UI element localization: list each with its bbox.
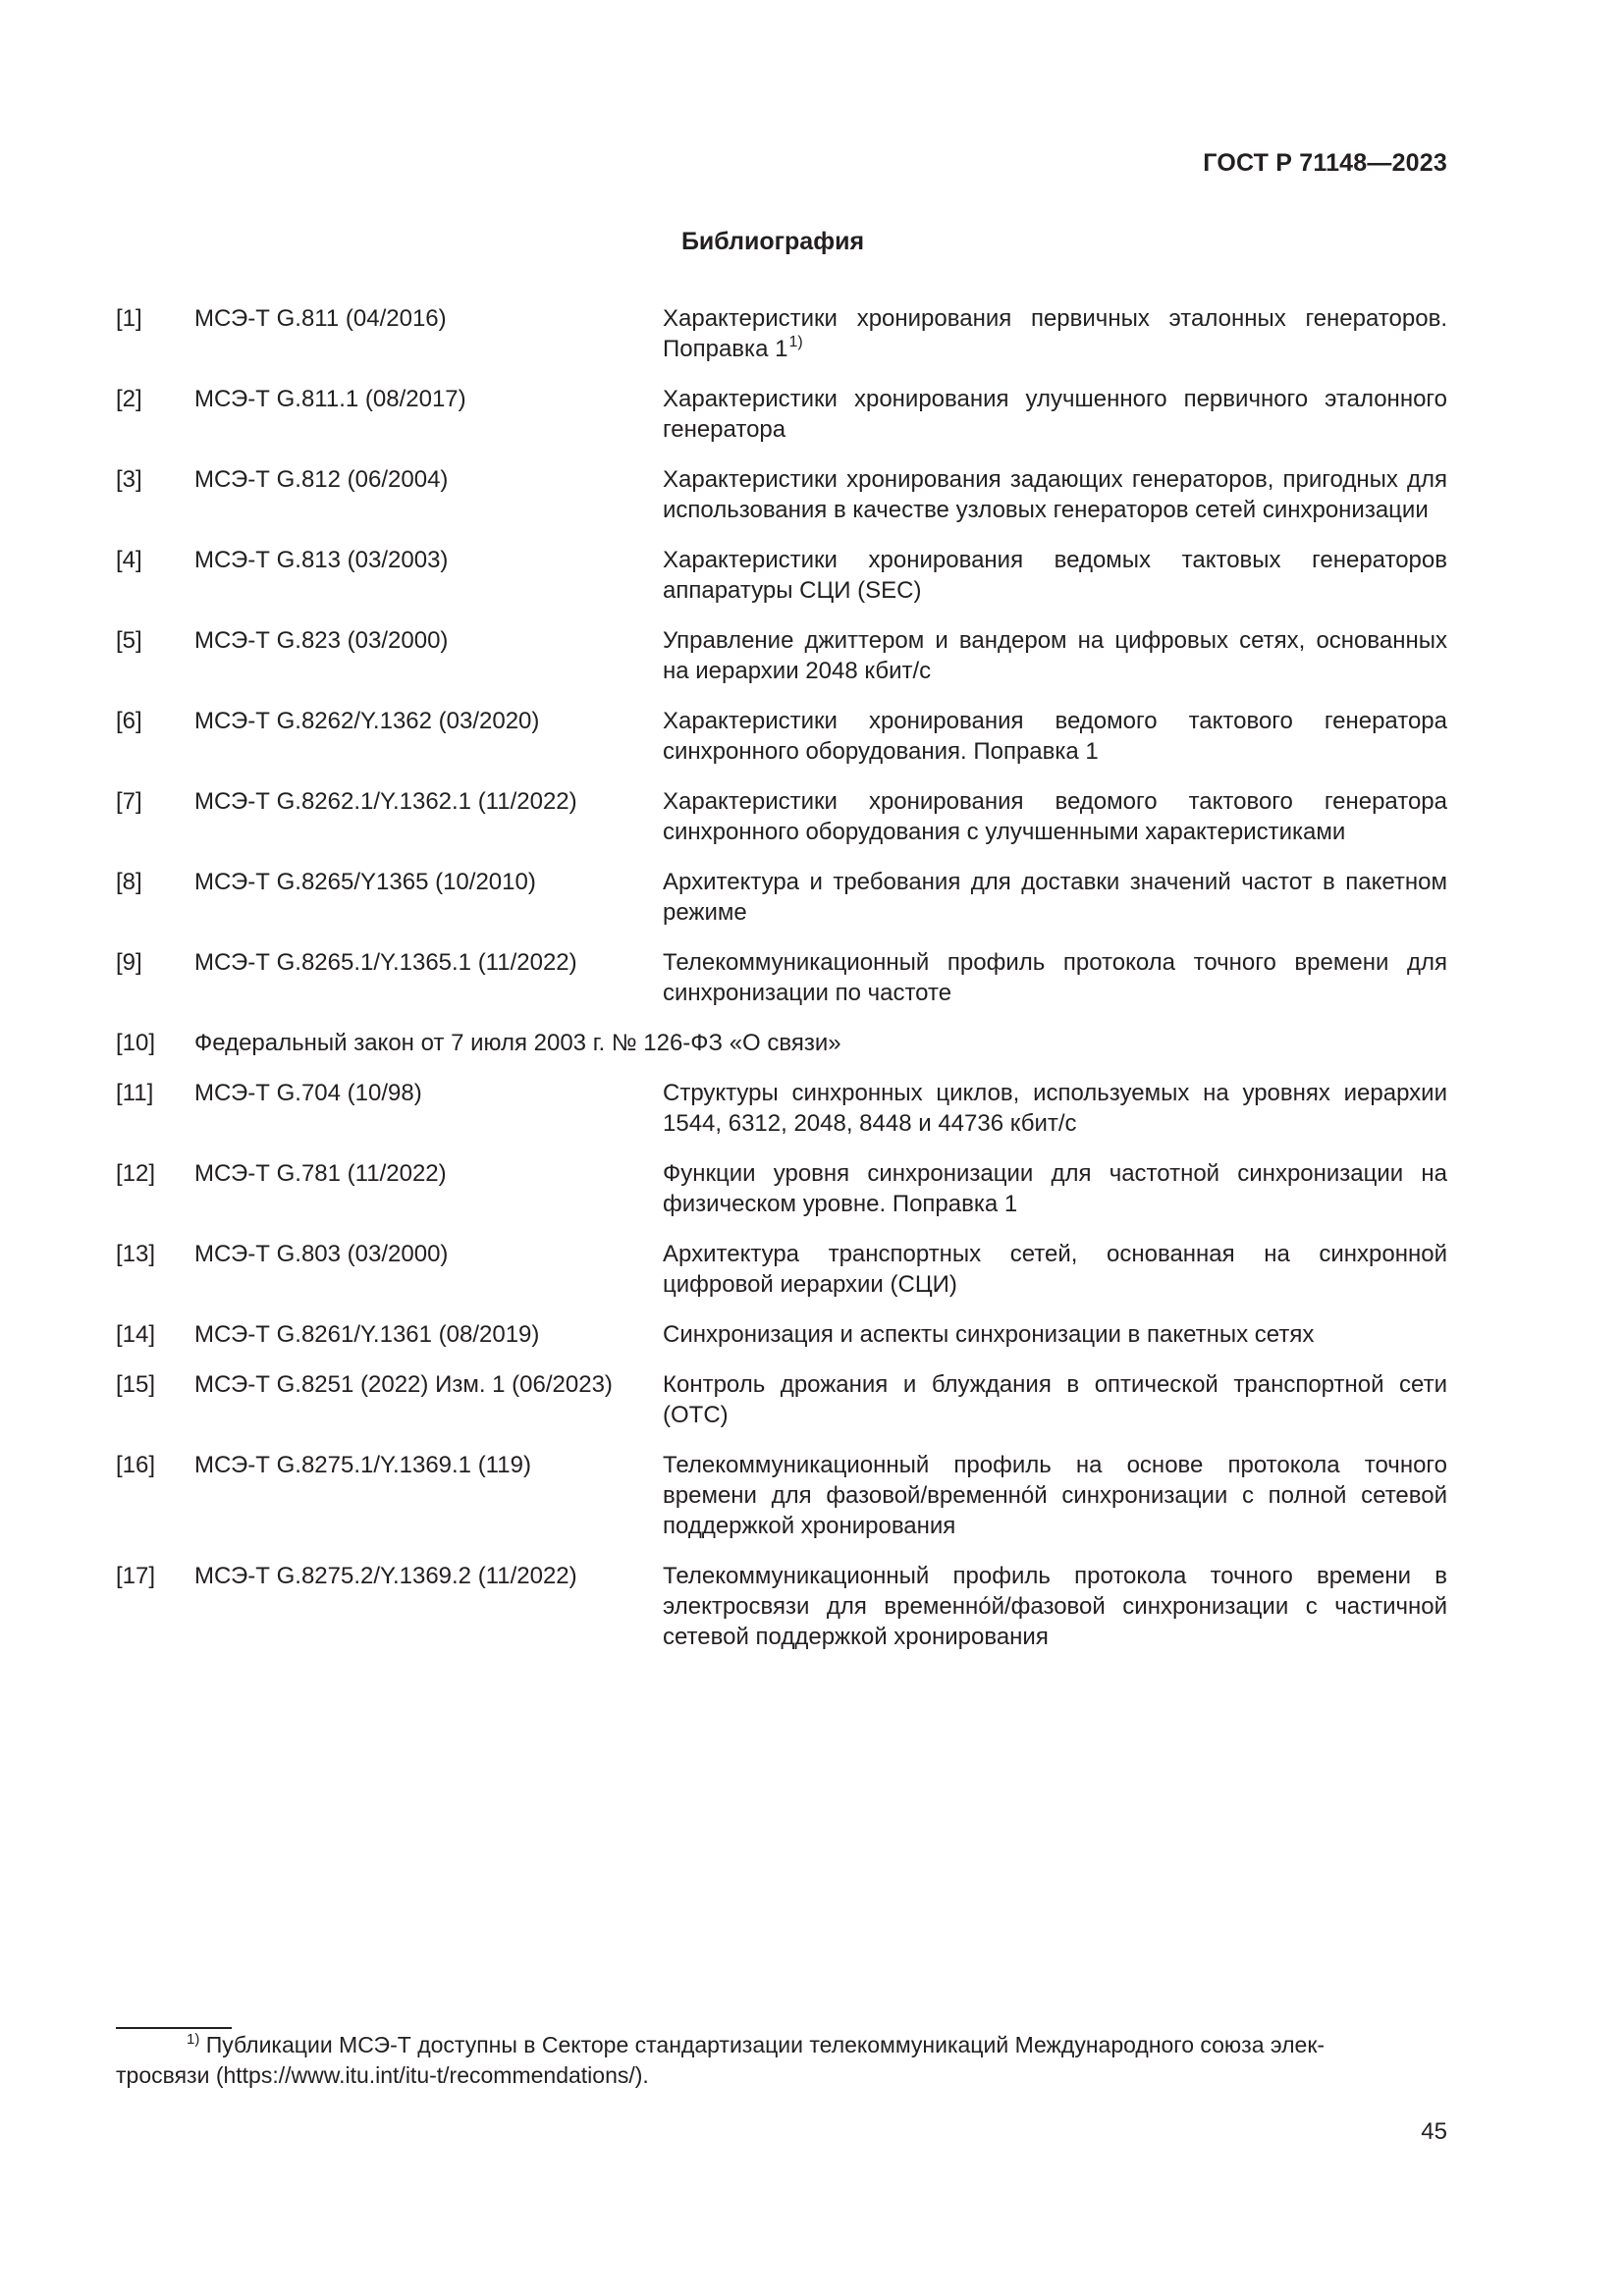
- bibliography-entry: [116, 303, 1447, 364]
- entry-description: [663, 384, 1447, 445]
- footnote: [116, 2030, 1447, 2091]
- entry-number: [5]: [116, 627, 142, 654]
- entry-description: [663, 1561, 1447, 1652]
- bibliography-entry: [116, 1561, 1447, 1652]
- entry-source: МСЭ-Т G.8265.1/Y.1365.1 (11/2022): [194, 949, 577, 976]
- entry-number: [15]: [116, 1371, 156, 1398]
- entry-description: [663, 1239, 1447, 1300]
- bibliography-entry: [116, 706, 1447, 767]
- entry-description-text: Контроль дрожания и блуждания в оптической транспортной сети (ОТС): [663, 1371, 1447, 1428]
- entry-source: МСЭ-Т G.813 (03/2003): [194, 547, 449, 573]
- entry-number: [17]: [116, 1563, 156, 1589]
- entry-number: [12]: [116, 1160, 156, 1187]
- entry-number: [10]: [116, 1030, 156, 1056]
- footnote-marker: 1): [187, 2031, 200, 2048]
- bibliography-entry: [116, 545, 1447, 606]
- entry-source: МСЭ-Т G.803 (03/2000): [194, 1241, 449, 1267]
- bibliography-entry: [116, 1369, 1447, 1430]
- entry-description: [663, 1078, 1447, 1139]
- entry-source: МСЭ-Т G.8262/Y.1362 (03/2020): [194, 708, 540, 734]
- entry-description-text: Управление джиттером и вандером на цифровых сетях, основанных на иерархии 2048 кбит/с: [663, 627, 1447, 684]
- entry-source: МСЭ-Т G.8261/Y.1361 (08/2019): [194, 1321, 540, 1348]
- entry-description-text: Характеристики хронирования ведомого тактового генератора синхронного оборудования с улучшенными характеристиками: [663, 788, 1447, 845]
- bibliography-entry: [116, 625, 1447, 686]
- bibliography-list: [116, 303, 1447, 1672]
- page-number: 45: [1421, 2118, 1447, 2145]
- entry-description: [663, 464, 1447, 525]
- bibliography-entry: [116, 867, 1447, 928]
- entry-number: [9]: [116, 949, 142, 976]
- entry-description: [663, 947, 1447, 1008]
- entry-description: [663, 1319, 1447, 1350]
- entry-source: МСЭ-Т G.8265/Y1365 (10/2010): [194, 869, 536, 895]
- footnote-text-continued: тросвязи (https://www.itu.int/itu-t/recommendations/).: [116, 2062, 649, 2088]
- page-title: Библиография: [680, 228, 865, 255]
- entry-description-text: Телекоммуникационный профиль протокола точного времени в электросвязи для временно́й/фазовой синхронизации с частичной сетевой поддержкой хронирования: [663, 1563, 1447, 1650]
- entry-source: МСЭ-Т G.704 (10/98): [194, 1080, 422, 1106]
- entry-description-text: Характеристики хронирования улучшенного первичного эталонного генератора: [663, 386, 1447, 443]
- entry-description: [663, 1158, 1447, 1219]
- entry-description: [663, 625, 1447, 686]
- entry-source: МСЭ-Т G.8262.1/Y.1362.1 (11/2022): [194, 788, 577, 815]
- entry-description: [663, 706, 1447, 767]
- entry-source: МСЭ-Т G.811 (04/2016): [194, 305, 447, 332]
- entry-description-text: Характеристики хронирования ведомых тактовых генераторов аппаратуры СЦИ (SEC): [663, 547, 1447, 604]
- entry-description-text: Функции уровня синхронизации для частотной синхронизации на физическом уровне. Поправка 1: [663, 1160, 1447, 1217]
- entry-description-text: Телекоммуникационный профиль на основе протокола точного времени для фазовой/временно́й синхронизации с полной сетевой поддержкой хронирования: [663, 1452, 1447, 1539]
- entry-source: Федеральный закон от 7 июля 2003 г. № 126-ФЗ «О связи»: [194, 1030, 841, 1056]
- bibliography-entry: [116, 464, 1447, 525]
- entry-source: МСЭ-Т G.8275.2/Y.1369.2 (11/2022): [194, 1563, 577, 1589]
- document-code: ГОСТ Р 71148—2023: [1203, 149, 1447, 177]
- entry-description: [663, 1450, 1447, 1541]
- entry-number: [11]: [116, 1080, 154, 1106]
- bibliography-entry: [116, 786, 1447, 847]
- entry-description-text: Структуры синхронных циклов, используемых на уровнях иерархии 1544, 6312, 2048, 8448 и 44736 кбит/с: [663, 1080, 1447, 1137]
- entry-source: МСЭ-Т G.812 (06/2004): [194, 466, 449, 493]
- entry-number: [2]: [116, 386, 142, 412]
- entry-number: [6]: [116, 708, 142, 734]
- bibliography-entry: [116, 1450, 1447, 1541]
- entry-number: [7]: [116, 788, 142, 815]
- entry-description: [663, 786, 1447, 847]
- entry-description-text: Телекоммуникационный профиль протокола точного времени для синхронизации по частоте: [663, 949, 1447, 1006]
- entry-description-text: Архитектура и требования для доставки значений частот в пакетном режиме: [663, 869, 1447, 926]
- entry-description: [663, 303, 1447, 364]
- entry-description: [663, 867, 1447, 928]
- entry-source: МСЭ-Т G.811.1 (08/2017): [194, 386, 466, 412]
- footnote-divider: [116, 2027, 232, 2029]
- footnote-reference: 1): [788, 334, 803, 350]
- entry-number: [16]: [116, 1452, 156, 1478]
- bibliography-entry: [116, 1239, 1447, 1300]
- entry-source: МСЭ-Т G.8275.1/Y.1369.1 (119): [194, 1452, 531, 1478]
- bibliography-entry: [116, 947, 1447, 1008]
- bibliography-entry: [116, 1028, 1447, 1058]
- footnote-text: Публикации МСЭ-Т доступны в Секторе стандартизации телекоммуникаций Международного союза элек-: [205, 2032, 1326, 2057]
- entry-number: [4]: [116, 547, 142, 573]
- entry-number: [1]: [116, 305, 142, 332]
- bibliography-entry: [116, 384, 1447, 445]
- bibliography-entry: [116, 1319, 1447, 1350]
- entry-number: [3]: [116, 466, 142, 493]
- entry-number: [8]: [116, 869, 142, 895]
- entry-description-text: Характеристики хронирования задающих генераторов, пригодных для использования в качестве узловых генераторов сетей синхронизации: [663, 466, 1447, 523]
- entry-source: МСЭ-Т G.781 (11/2022): [194, 1160, 447, 1187]
- bibliography-entry: [116, 1158, 1447, 1219]
- entry-source: МСЭ-Т G.823 (03/2000): [194, 627, 449, 654]
- entry-description-text: Характеристики хронирования первичных эталонных генераторов. Поправка 1: [663, 305, 1447, 362]
- entry-description: [663, 1369, 1447, 1430]
- entry-number: [13]: [116, 1241, 156, 1267]
- entry-description-text: Характеристики хронирования ведомого тактового генератора синхронного оборудования. Поправка 1: [663, 708, 1447, 765]
- entry-number: [14]: [116, 1321, 156, 1348]
- entry-source: МСЭ-Т G.8251 (2022) Изм. 1 (06/2023): [194, 1371, 613, 1398]
- entry-description: [663, 545, 1447, 606]
- bibliography-entry: [116, 1078, 1447, 1139]
- entry-description-text: Синхронизация и аспекты синхронизации в пакетных сетях: [663, 1321, 1315, 1348]
- entry-description-text: Архитектура транспортных сетей, основанная на синхронной цифровой иерархии (СЦИ): [663, 1241, 1447, 1298]
